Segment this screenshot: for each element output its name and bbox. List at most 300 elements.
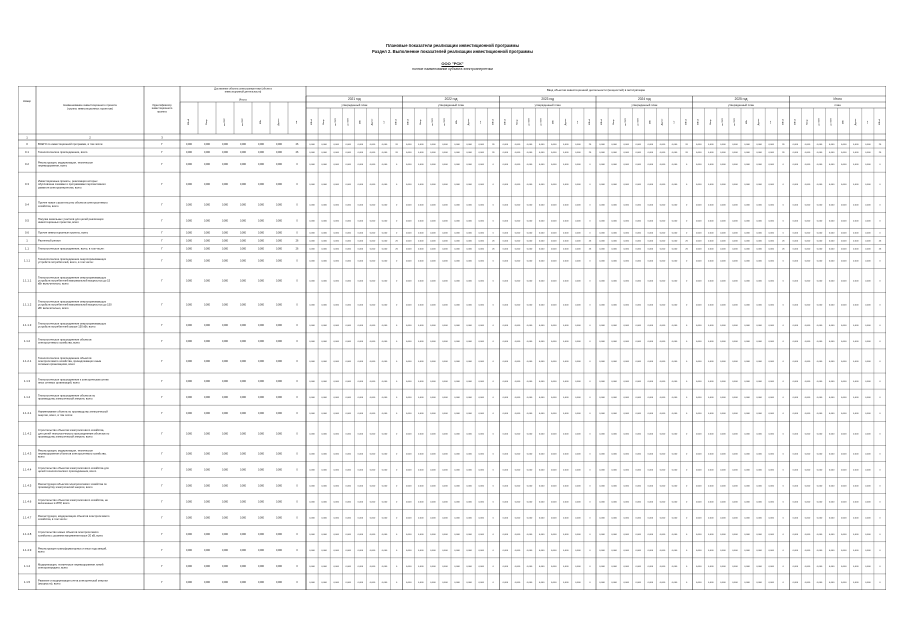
value-cell: 0,000 [599,360,605,363]
value-cell: 0,000 [369,565,376,568]
value-cell: 0 [782,381,784,384]
company-caption: полное наименование субъекта электроэнергетики [412,67,493,71]
value-cell: 0,000 [405,220,412,223]
value-cell: 0,000 [454,581,460,584]
value-cell: 0,000 [258,532,264,536]
value-cell: 0,000 [732,360,738,363]
value-cell: 0,000 [768,485,774,488]
value-cell: 0,000 [418,184,424,187]
value-cell: 0,000 [240,452,246,456]
value-cell: 0,000 [659,485,666,488]
value-cell: 0 [296,516,298,520]
value-cell: 0,000 [222,468,228,472]
unit-header: МВ×А [504,119,507,125]
value-cell: 0,000 [550,324,557,327]
row-id: Г [161,358,163,363]
value-cell: 0,000 [454,469,460,472]
value-cell: 0,000 [840,360,847,363]
value-cell: 0,000 [333,581,339,584]
value-cell: 0,000 [695,360,702,363]
value-cell: 0 [686,433,688,436]
value-cell: 0 [686,220,688,223]
value-cell: 0,000 [623,340,629,343]
value-cell: 0,000 [816,248,823,251]
value-cell: 0 [296,396,298,400]
value-cell: 0 [686,204,688,207]
value-cell: 0,000 [454,232,460,235]
value-cell: 0,000 [309,501,315,504]
value-cell: 0,000 [756,144,762,147]
value-cell: 0 [686,184,688,187]
value-cell: 0,000 [828,517,835,520]
row-name: Реконструкция, модернизация, техническое [38,161,93,165]
value-cell: 0 [296,548,298,552]
value-cell: 0,000 [418,533,424,536]
value-cell: 0,000 [222,279,228,283]
value-cell: 0,000 [309,433,315,436]
value-cell: 0,000 [659,304,666,307]
value-cell: 0,000 [442,485,448,488]
value-cell: 0 [879,360,881,363]
value-cell: 0,000 [599,533,605,536]
value-cell: 0,000 [695,453,702,456]
row-name: хозяйства, всего [38,204,59,208]
value-cell: 0,000 [369,517,376,520]
row-number: 1.1.1.2 [22,302,32,307]
value-cell: 0,000 [659,360,666,363]
row-id: Г [161,142,163,147]
value-cell: 0,000 [575,248,581,251]
value-cell: 0,000 [853,501,859,504]
value-cell: 0,000 [514,240,521,243]
value-cell: 0,000 [276,239,282,243]
value-cell: 0,000 [526,581,533,584]
value-cell: 0,000 [563,280,569,283]
value-cell: 0 [589,485,591,488]
value-cell: 0,000 [635,549,642,552]
unit-header: МВт [260,119,262,125]
unit-header: Мвар [613,119,616,125]
value-cell: 0,000 [756,280,762,283]
value-cell: 0,000 [635,232,642,235]
value-cell: 26 [295,143,299,147]
value-cell: 0,000 [865,397,871,400]
document-title: Плановые показатели реализации инвестиционной программы [385,43,520,48]
value-cell: 26 [295,151,299,155]
value-cell: 0,000 [732,240,738,243]
value-cell: 0,000 [357,381,364,384]
value-cell: 0,000 [442,232,448,235]
value-cell: 0,000 [502,164,509,167]
value-cell: 0,000 [276,548,282,552]
value-cell: 0 [879,184,881,187]
year-header: 2024 год [638,97,651,102]
value-cell: 26 [492,152,495,155]
value-cell: 0,000 [768,220,774,223]
value-cell: 0,000 [418,433,424,436]
value-cell: 0,000 [186,564,192,568]
value-cell: 0,000 [478,304,484,307]
value-cell: 0,000 [840,164,847,167]
value-cell: 0,000 [792,204,799,207]
value-cell: 0,000 [345,397,352,400]
row-number: 1.1.5 [23,579,31,584]
value-cell: 0,000 [204,303,210,307]
value-cell: 0,000 [381,324,388,327]
row-name: Технологическое присоединение энергопринимающих [38,276,107,280]
value-cell: 0,000 [720,184,726,187]
value-cell: 0,000 [840,581,847,584]
value-cell: 0,000 [466,397,472,400]
value-cell: 26 [492,248,495,251]
value-cell: 0,000 [357,184,364,187]
value-cell: 0,000 [454,152,460,155]
value-cell: 0,000 [659,381,666,384]
value-cell: 0,000 [369,280,376,283]
value-cell: 0,000 [599,204,605,207]
value-cell: 0,000 [744,220,750,223]
value-cell: 26 [782,248,785,251]
value-cell: 0,000 [357,144,364,147]
value-cell: 0,000 [804,360,811,363]
value-cell: 0,000 [865,485,871,488]
value-cell: 0,000 [478,164,484,167]
value-cell: 0,000 [720,144,726,147]
value-cell: 0,000 [204,219,210,223]
value-cell: 0,000 [695,381,702,384]
value-cell: 0,000 [756,581,762,584]
value-cell: 0,000 [276,219,282,223]
value-cell: 0,000 [240,143,246,147]
row-name: Реконструкция, модернизация, техническое [38,449,93,453]
value-cell: 0,000 [659,413,666,416]
value-cell: 0,000 [828,453,835,456]
row-number: 1.1.2.1 [22,358,32,363]
unit-header: Другое [278,118,280,126]
value-cell: 0,000 [635,485,642,488]
value-cell: 0,000 [405,184,412,187]
value-cell: 0,000 [659,340,666,343]
value-cell: 0,000 [865,184,871,187]
value-cell: 0,000 [258,432,264,436]
value-cell: 0,000 [333,304,339,307]
value-cell: 0,000 [430,485,436,488]
row-name: устройств потребителей максимальной мощностью до 15 [38,279,111,283]
value-cell: 0,000 [732,397,738,400]
value-cell: 0,000 [768,184,774,187]
value-cell: 0,000 [240,432,246,436]
value-cell: 0,000 [309,152,315,155]
value-cell: 0,000 [659,501,666,504]
value-cell: 0,000 [502,304,509,307]
value-cell: 0,000 [804,240,811,243]
value-cell: 0,000 [599,260,605,263]
value-cell: 0,000 [514,533,521,536]
value-cell: 0,000 [611,240,617,243]
value-cell: 0,000 [720,240,726,243]
row-number: 1.1 [25,246,29,251]
unit-header: МВт [359,120,362,124]
value-cell: 0,000 [309,248,315,251]
value-cell: 0 [782,453,784,456]
value-cell: 0,000 [611,152,617,155]
value-cell: 0,000 [186,396,192,400]
value-cell: 0,000 [381,533,388,536]
value-cell: 0,000 [828,360,835,363]
value-cell: 0,000 [659,469,666,472]
value-cell: 0,000 [575,413,581,416]
value-cell: 0,000 [865,433,871,436]
value-cell: 0,000 [708,152,714,155]
value-cell: 0,000 [744,381,750,384]
value-cell: 0,000 [276,359,282,363]
value-cell: 0,000 [502,260,509,263]
value-cell: 0,000 [418,248,424,251]
value-cell: 0,000 [744,397,750,400]
value-cell: 0,000 [804,433,811,436]
value-cell: 0,000 [804,485,811,488]
value-cell: 0,000 [744,517,750,520]
value-cell: 0,000 [563,232,569,235]
value-cell: 0,000 [611,340,617,343]
value-cell: 26 [878,248,882,251]
value-cell: 0,000 [659,164,666,167]
value-cell: 0,000 [671,204,678,207]
value-cell: 0,000 [575,517,581,520]
value-cell: 0,000 [454,501,460,504]
value-cell: 0,000 [853,304,859,307]
row-number: 0.1 [25,150,29,155]
value-cell: 0,000 [381,152,388,155]
value-cell: 0,000 [744,232,750,235]
value-cell: 0,000 [635,517,642,520]
value-cell: 26 [295,239,299,243]
value-cell: 0,000 [204,151,210,155]
value-cell: 0,000 [381,260,388,263]
value-cell: 0 [686,581,688,584]
value-cell: 0,000 [357,501,364,504]
value-cell: 0,000 [466,453,472,456]
value-cell: 0,000 [635,304,642,307]
value-cell: 0,000 [804,144,811,147]
value-cell: 0 [686,485,688,488]
value-cell: 0,000 [276,412,282,416]
value-cell: 0,000 [357,204,364,207]
value-cell: 0 [782,581,784,584]
value-cell: 0,000 [502,360,509,363]
row-number: 0.5 [25,218,29,223]
value-cell: 0,000 [671,517,678,520]
value-cell: 0,000 [333,240,339,243]
value-cell: 0,000 [478,413,484,416]
value-cell: 0,000 [186,323,192,327]
unit-header: МВ×А [782,119,785,125]
value-cell: 0,000 [345,144,352,147]
value-cell: 0,000 [756,240,762,243]
value-cell: 0,000 [526,232,533,235]
value-cell: 0,000 [853,204,859,207]
value-cell: 0,000 [240,396,246,400]
value-cell: 0,000 [204,532,210,536]
unit-header: Мвар [516,119,519,125]
row-name: Покупка земельных участков для целей реализации [38,217,104,221]
value-cell: 0,000 [478,517,484,520]
value-cell: 0 [492,581,494,584]
value-cell: 0,000 [659,232,666,235]
value-cell: 0,000 [611,260,617,263]
value-cell: 0,000 [575,469,581,472]
value-cell: 26 [685,240,688,243]
value-cell: 0,000 [865,453,871,456]
value-cell: 0,000 [502,232,509,235]
value-cell: 0,000 [345,240,352,243]
value-cell: 0,000 [369,184,376,187]
value-cell: 0 [879,324,881,327]
value-cell: 0,000 [186,247,192,251]
value-cell: 0,000 [828,232,835,235]
value-cell: 0,000 [454,164,460,167]
value-cell: 0,000 [526,164,533,167]
value-cell: 0,000 [418,360,424,363]
value-cell: 0,000 [635,164,642,167]
value-cell: 0,000 [659,533,666,536]
value-cell: 0,000 [635,501,642,504]
value-cell: 0,000 [804,220,811,223]
value-cell: 0,000 [575,144,581,147]
value-cell: 0 [492,304,494,307]
value-cell: 0,000 [369,501,376,504]
value-cell: 0,000 [276,143,282,147]
value-cell: 0,000 [708,220,714,223]
value-cell: 0,000 [550,144,557,147]
value-cell: 0,000 [575,453,581,456]
value-cell: 0,000 [430,533,436,536]
value-cell: 0,000 [186,548,192,552]
value-cell: 0 [296,412,298,416]
value-cell: 0 [686,280,688,283]
unit-header: Мвар [419,119,422,125]
value-cell: 0 [492,340,494,343]
value-cell: 0,000 [369,164,376,167]
value-cell: 0,000 [514,501,521,504]
value-cell: 0,000 [611,517,617,520]
value-cell: 0,000 [442,381,448,384]
value-cell: 0,000 [695,501,702,504]
row-number: 1.1.1.3 [22,322,32,327]
value-cell: 0,000 [405,304,412,307]
value-cell: 0,000 [222,203,228,207]
value-cell: 0,000 [708,581,714,584]
value-cell: 0,000 [635,280,642,283]
value-cell: 0,000 [865,381,871,384]
value-cell: 0,000 [514,184,521,187]
unit-header: шт [866,120,869,124]
value-cell: 0,000 [744,340,750,343]
value-cell: 0,000 [514,144,521,147]
value-cell: 0 [879,381,881,384]
value-cell: 0 [879,433,881,436]
value-cell: 0,000 [357,324,364,327]
value-cell: 0,000 [563,164,569,167]
value-cell: 0 [686,565,688,568]
unit-header: МВт [649,120,652,124]
value-cell: 0,000 [514,433,521,436]
value-cell: 0,000 [611,533,617,536]
row-id: Г [161,238,163,243]
value-cell: 0,000 [309,220,315,223]
value-cell: 0,000 [563,433,569,436]
value-cell: 0,000 [538,453,545,456]
value-cell: 0,000 [369,453,376,456]
value-cell: 0,000 [695,581,702,584]
value-cell: 0,000 [744,144,750,147]
value-cell: 0,000 [381,381,388,384]
value-cell: 0 [879,469,881,472]
value-cell: 0,000 [430,517,436,520]
value-cell: 0,000 [333,232,339,235]
value-cell: 0,000 [258,163,264,167]
value-cell: 26 [492,144,495,147]
value-cell: 0,000 [804,581,811,584]
value-cell: 0,000 [840,204,847,207]
value-cell: 0,000 [720,260,726,263]
value-cell: 0 [782,340,784,343]
value-cell: 0,000 [369,204,376,207]
value-cell: 0,000 [708,413,714,416]
value-cell: 0,000 [442,144,448,147]
value-cell: 0,000 [345,304,352,307]
value-cell: 0,000 [840,433,847,436]
value-cell: 0 [589,381,591,384]
value-cell: 0,000 [381,164,388,167]
value-cell: 0,000 [405,453,412,456]
value-cell: 0,000 [240,279,246,283]
value-cell: 0,000 [538,469,545,472]
value-cell: 0,000 [611,433,617,436]
value-cell: 26 [685,248,688,251]
value-cell: 0,000 [345,533,352,536]
value-cell: 0,000 [430,240,436,243]
value-cell: 0,000 [240,412,246,416]
value-cell: 0,000 [768,204,774,207]
value-cell: 0 [296,532,298,536]
value-cell: 0,000 [599,240,605,243]
value-cell: 0 [589,304,591,307]
value-cell: 0,000 [599,549,605,552]
value-cell: 0,000 [732,152,738,155]
value-cell: 0,000 [418,232,424,235]
value-cell: 0,000 [828,381,835,384]
value-cell: 0,000 [550,304,557,307]
value-cell: 0,000 [816,581,823,584]
value-cell: 0,000 [611,204,617,207]
value-cell: 0,000 [405,565,412,568]
value-cell: 0,000 [333,324,339,327]
value-cell: 0,000 [865,517,871,520]
unit-header: км ЛЭП [625,118,628,126]
value-cell: 0,000 [708,248,714,251]
value-cell: 0,000 [454,248,460,251]
value-cell: 0,000 [258,303,264,307]
value-cell: 0,000 [369,340,376,343]
value-cell: 0,000 [526,413,533,416]
value-cell: 0,000 [732,304,738,307]
value-cell: 0 [492,549,494,552]
value-cell: 0,000 [563,240,569,243]
unit-header: км ЛЭП [335,118,338,126]
value-cell: 26 [782,240,785,243]
value-cell: 0,000 [454,433,460,436]
